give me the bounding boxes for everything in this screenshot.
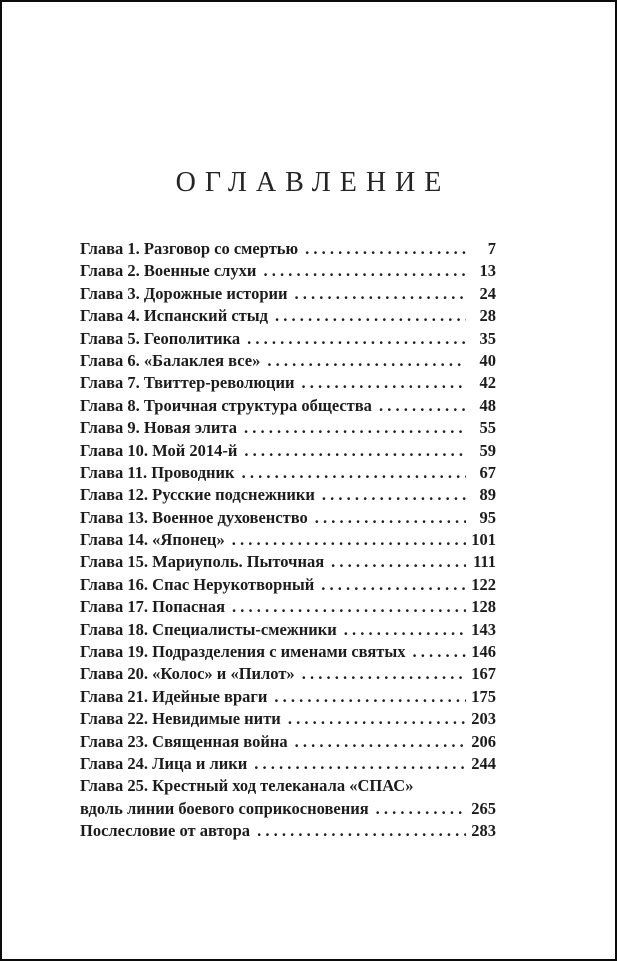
toc-entry [80,261,496,283]
toc-entry-label: Глава 2. Военные слухи [80,261,257,281]
dot-leader [232,530,466,550]
dot-leader [301,373,466,393]
toc-entry [80,508,496,530]
toc-entry-page-number: 28 [479,306,496,326]
dot-leader [295,732,466,752]
toc-entry-page-number: 48 [479,395,496,415]
toc-entry [80,284,496,306]
toc-entry [80,799,496,821]
toc-entry [80,418,496,440]
toc-entry-page-number: 101 [471,530,496,550]
dot-leader [274,687,466,707]
toc-entry-label: Глава 3. Дорожные истории [80,283,288,303]
toc-entry-page-number: 24 [479,283,496,303]
dot-leader [295,284,466,304]
dot-leader [263,261,466,281]
toc-entry-label: Глава 12. Русские подснежники [80,485,315,505]
toc-entry-label: Глава 4. Испанский стыд [80,306,268,326]
toc-entry-page-number: 265 [471,798,496,818]
toc-entry-page-number: 13 [479,261,496,281]
toc-entry-label: Глава 19. Подразделения с именами святых [80,642,406,662]
toc-entry-label: Глава 16. Спас Нерукотворный [80,574,315,594]
toc-entry [80,709,496,731]
dot-leader [413,642,466,662]
toc-entry-page-number: 111 [473,552,496,572]
toc-entry-label: Глава 6. «Балаклея все» [80,350,261,370]
dot-leader [376,799,466,819]
toc-entry-page-number: 67 [479,462,496,482]
toc-entry-label: Глава 21. Идейные враги [80,686,268,706]
toc-entry-page-number: 55 [479,418,496,438]
toc-entry [80,552,496,574]
toc-entry-page-number: 146 [471,642,496,662]
toc-entry-page-number: 122 [471,574,496,594]
toc-entry-label: Глава 1. Разговор со смертью [80,239,299,258]
toc-entry-page-number: 59 [479,440,496,460]
toc-entry-page-number: 7 [487,239,496,258]
toc-entry [80,396,496,418]
toc-entry [80,776,496,798]
toc-entry-label: вдоль линии боевого соприкосновения [80,798,369,818]
dot-leader [331,552,466,572]
dot-leader [254,754,466,774]
toc-entry-label: Глава 14. «Японец» [80,530,225,550]
dot-leader [315,508,466,528]
toc-entry-label: Глава 11. Проводник [80,462,235,482]
dot-leader [302,664,466,684]
dot-leader [379,396,466,416]
toc-entry-page-number: 206 [471,731,496,751]
dot-leader [242,463,466,483]
toc-entry-label: Глава 20. «Колос» и «Пилот» [80,664,295,684]
toc-entry [80,642,496,664]
toc-entry-label: Послесловие от автора [80,821,251,841]
dot-leader [275,306,466,326]
toc-entry [80,687,496,709]
toc-entry [80,821,496,843]
toc-entry [80,485,496,507]
toc-entry-page-number: 203 [471,709,496,729]
toc-entry-label: Глава 18. Специалисты-смежники [80,619,337,639]
toc-entry-page-number: 143 [471,619,496,639]
toc-entry-page-number: 89 [479,485,496,505]
dot-leader [244,418,466,438]
toc-entry-label: Глава 15. Мариуполь. Пыточная [80,552,325,572]
dot-leader [257,821,466,841]
toc-entry [80,351,496,373]
toc-entry-label: Глава 23. Священная война [80,731,288,751]
toc-entry-page-number: 95 [479,507,496,527]
toc-entry-page-number: 283 [471,821,496,841]
dot-leader [305,239,466,259]
toc-entry [80,597,496,619]
toc-entry [80,306,496,328]
toc-entry [80,530,496,552]
toc-entry-page-number: 175 [471,686,496,706]
toc-entry-page-number: 40 [479,350,496,370]
toc-entry-label: Глава 9. Новая элита [80,418,237,438]
toc-entry [80,441,496,463]
dot-leader [247,329,466,349]
toc-entry-label: Глава 5. Геополитика [80,328,241,348]
dot-leader [344,620,466,640]
toc-entry [80,463,496,485]
dot-leader [322,485,466,505]
toc-entry [80,329,496,351]
dot-leader [244,441,466,461]
toc-entry [80,754,496,776]
toc-entry-label: Глава 7. Твиттер-революции [80,373,295,393]
toc-list [80,239,496,844]
toc-entry [80,373,496,395]
toc-entry-label: Глава 13. Военное духовенство [80,507,308,527]
toc-entry-page-number: 167 [471,664,496,684]
toc-entry [80,575,496,597]
dot-leader [267,351,466,371]
toc-entry-label: Глава 10. Мой 2014-й [80,440,238,460]
page-title: ОГЛАВЛЕНИЕ [175,167,451,198]
toc-entry-page-number: 35 [479,328,496,348]
toc-entry-label: Глава 8. Троичная структура общества [80,395,372,415]
dot-leader [288,709,466,729]
dot-leader [321,575,466,595]
toc-entry [80,664,496,686]
toc-entry-label: Глава 25. Крестный ход телеканала «СПАС» [80,776,414,796]
toc-entry-page-number: 42 [479,373,496,393]
toc-entry-page-number: 128 [471,597,496,617]
toc-entry [80,620,496,642]
toc-entry-label: Глава 17. Попасная [80,597,226,617]
toc-entry-label: Глава 24. Лица и лики [80,753,248,773]
toc-entry-page-number: 244 [471,753,496,773]
toc-entry [80,239,496,261]
dot-leader [232,597,466,617]
toc-entry [80,732,496,754]
toc-entry-label: Глава 22. Невидимые нити [80,709,281,729]
